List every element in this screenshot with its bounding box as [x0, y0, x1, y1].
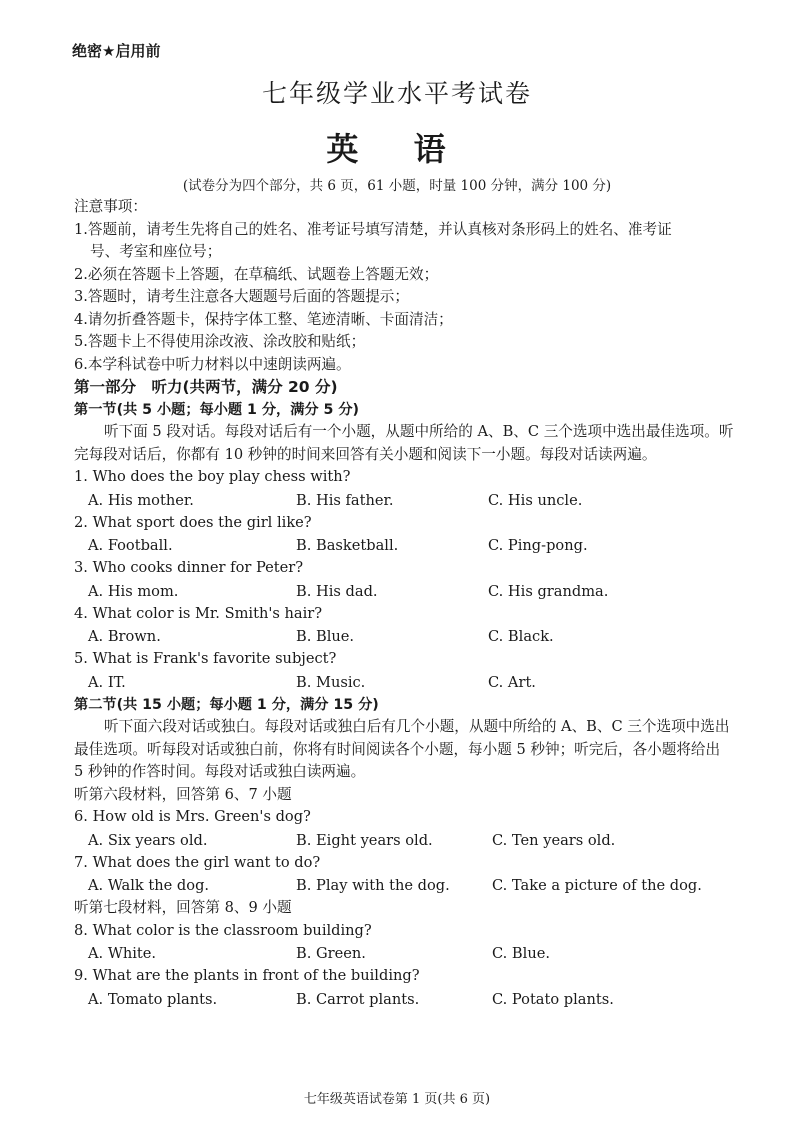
- option-b: B. Carrot plants.: [296, 990, 420, 1008]
- option-b: B. Play with the dog.: [296, 877, 450, 894]
- question-options: [74, 942, 734, 965]
- question-text: 2. What sport does the girl like?: [74, 513, 312, 531]
- notes-heading: 注意事项：: [74, 198, 147, 215]
- exam-content: [74, 196, 734, 1011]
- question-options: [74, 580, 734, 603]
- option-b: B. Blue.: [296, 628, 355, 645]
- option-a: A. His mother.: [88, 491, 194, 509]
- question-options: [74, 489, 734, 512]
- question-text: 5. What is Frank's favorite subject?: [74, 650, 337, 667]
- option-c: C. Blue.: [492, 945, 550, 962]
- note-item: 1.答题前，请考生先将自己的姓名、准考证号填写清楚，并认真核对条形码上的姓名、准考证: [74, 220, 672, 238]
- option-a: A. White.: [88, 945, 157, 962]
- option-c: C. His uncle.: [488, 491, 583, 509]
- section1-instructions: 听下面 5 段对话。每段对话后有一个小题，从题中所给的 A、B、C 三个选项中选出最佳选项。听完每段对话后，你都有 10 秒钟的时间来回答有关小题和阅读下一小题。每段对话读两遍。: [74, 423, 734, 463]
- option-c: C. Potato plants.: [492, 990, 614, 1008]
- option-a: A. Walk the dog.: [88, 877, 210, 894]
- option-c: C. Black.: [488, 628, 554, 645]
- note-item: 2.必须在答题卡上答题，在草稿纸、试题卷上答题无效；: [74, 265, 439, 283]
- option-a: A. IT.: [88, 673, 126, 691]
- question-text: 9. What are the plants in front of the building?: [74, 967, 420, 984]
- option-c: C. His grandma.: [488, 582, 609, 600]
- note-item: 4.请勿折叠答题卡，保持字体工整、笔迹清晰、卡面清洁；: [74, 310, 453, 328]
- question-text: 4. What color is Mr. Smith's hair?: [74, 604, 323, 622]
- question-options: [74, 671, 734, 694]
- option-b: B. His father.: [296, 491, 394, 509]
- part1-heading: 第一部分 听力(共两节，满分 20 分): [74, 378, 338, 396]
- option-a: A. Tomato plants.: [88, 990, 218, 1008]
- group-instruction: 听第六段材料，回答第 6、7 小题: [74, 785, 292, 803]
- exam-info: (试卷分为四个部分，共 6 页，61 小题，时量 100 分钟，满分 100 分): [182, 178, 612, 194]
- question-options: [74, 988, 734, 1011]
- question-text: 1. Who does the boy play chess with?: [74, 468, 351, 485]
- confidential-label: 绝密★启用前: [72, 42, 161, 60]
- option-a: A. Six years old.: [88, 831, 208, 849]
- option-c: C. Ten years old.: [492, 831, 616, 849]
- option-c: C. Art.: [488, 673, 536, 691]
- option-b: B. Basketball.: [296, 537, 399, 554]
- section2-heading: 第二节(共 15 小题；每小题 1 分，满分 15 分): [74, 696, 379, 713]
- group-instruction: 听第七段材料，回答第 8、9 小题: [74, 899, 292, 916]
- page-footer: 七年级英语试卷第 1 页(共 6 页): [303, 1092, 491, 1107]
- question-text: 7. What does the girl want to do?: [74, 853, 321, 871]
- option-c: C. Ping-pong.: [488, 537, 588, 554]
- note-item: 6.本学科试卷中听力材料以中速朗读两遍。: [74, 355, 351, 373]
- option-a: A. Brown.: [88, 628, 161, 645]
- option-b: B. Music.: [296, 673, 366, 691]
- note-item: 号、考室和座位号；: [90, 243, 222, 260]
- option-c: C. Take a picture of the dog.: [492, 877, 702, 894]
- question-text: 6. How old is Mrs. Green's dog?: [74, 808, 311, 825]
- question-text: 8. What color is the classroom building?: [74, 921, 372, 939]
- exam-title: 七年级学业水平考试卷: [261, 79, 532, 108]
- section1-heading: 第一节(共 5 小题；每小题 1 分，满分 5 分): [74, 401, 360, 418]
- note-item: 5.答题卡上不得使用涂改液、涂改胶和贴纸；: [74, 333, 366, 350]
- option-b: B. Green.: [296, 945, 366, 962]
- option-a: A. Football.: [88, 537, 173, 554]
- option-b: B. Eight years old.: [296, 831, 433, 849]
- question-options: [74, 534, 734, 557]
- question-options: [74, 829, 734, 852]
- section2-instructions: 听下面六段对话或独白。每段对话或独白后有几个小题，从题中所给的 A、B、C 三个选项中选出最佳选项。听每段对话或独白前，你将有时间阅读各个小题，每小题 5 秒钟；听完后，各小题将给出 5 秒钟的作答时间。每段对话或独白读两遍。: [74, 718, 730, 780]
- option-a: A. His mom.: [88, 582, 179, 600]
- question-options: [74, 874, 734, 897]
- note-item: 3.答题时，请考生注意各大题题号后面的答题提示；: [74, 288, 409, 305]
- subject-title: 英 语: [326, 130, 468, 168]
- option-b: B. His dad.: [296, 582, 378, 600]
- question-options: [74, 625, 734, 648]
- question-text: 3. Who cooks dinner for Peter?: [74, 559, 304, 576]
